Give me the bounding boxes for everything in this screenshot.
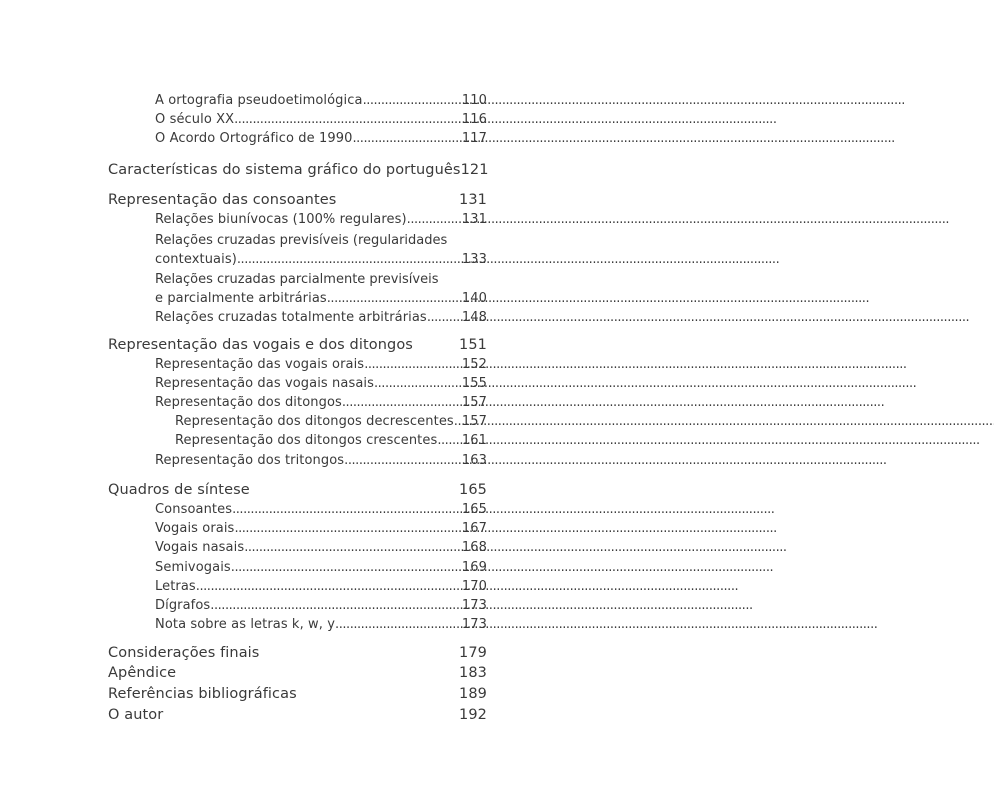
- toc-entry[interactable]: [155, 560, 487, 575]
- toc-entry-page: 152: [461, 357, 487, 372]
- toc-entry-label: Representação dos tritongos: [155, 453, 345, 468]
- toc-entry-label: O Acordo Ortográfico de 1990: [155, 131, 353, 146]
- toc-entry-page: 167: [461, 521, 487, 536]
- toc-entry[interactable]: [155, 112, 487, 127]
- toc-chapter[interactable]: [108, 645, 487, 661]
- toc-entry[interactable]: [155, 212, 487, 227]
- leader-dots: [344, 453, 462, 468]
- toc-entry-label: Representação dos ditongos crescentes: [175, 433, 438, 448]
- toc-entry-page: 157: [461, 414, 487, 429]
- toc-entry-label: A ortografia pseudoetimológica: [155, 93, 363, 108]
- leader-dots: [232, 502, 462, 517]
- toc-entry-page: 155: [461, 376, 487, 391]
- toc-chapter-label: Considerações finais: [108, 645, 260, 661]
- leader-dots: [335, 617, 462, 632]
- toc-entry-page: 116: [461, 112, 487, 127]
- toc-entry-label: Consoantes: [155, 502, 233, 517]
- toc-entry-label: Letras: [155, 579, 196, 594]
- toc-entry-label: O século XX: [155, 112, 235, 127]
- toc-entry[interactable]: [155, 598, 487, 613]
- toc-entry-label: Dígrafos: [155, 598, 211, 613]
- toc-chapter-label: Referências bibliográficas: [108, 686, 297, 702]
- toc-chapter-label: Apêndice: [108, 665, 177, 681]
- toc-entry[interactable]: [155, 376, 487, 391]
- toc-chapter[interactable]: [108, 482, 487, 498]
- leader-dots: [196, 579, 462, 594]
- leader-dots: [244, 540, 462, 555]
- toc-entry[interactable]: [155, 617, 487, 632]
- toc-chapter[interactable]: [108, 686, 487, 702]
- toc-entry-page: 169: [461, 560, 487, 575]
- toc-chapter[interactable]: [108, 337, 487, 353]
- toc-entry-label-line1: Relações cruzadas previsíveis (regularidades: [155, 233, 448, 248]
- leader-dots: [210, 598, 462, 613]
- toc-entry[interactable]: [155, 310, 487, 325]
- toc-entry-page: 168: [461, 540, 487, 555]
- toc-entry-label: Representação dos ditongos: [155, 395, 342, 410]
- toc-entry[interactable]: [155, 93, 487, 108]
- toc-chapter-label: O autor: [108, 707, 164, 723]
- toc-entry-page: 131: [461, 212, 487, 227]
- leader-dots: [454, 414, 462, 429]
- leader-dots: [374, 376, 462, 391]
- toc-entry-label: Relações biunívocas (100% regulares): [155, 212, 407, 227]
- toc-chapter-label: Representação das vogais e dos ditongos: [108, 337, 413, 353]
- toc-entry-label: Vogais orais: [155, 521, 235, 536]
- toc-entry[interactable]: [155, 357, 487, 372]
- toc-entry-page: 157: [461, 395, 487, 410]
- toc-entry-label: Vogais nasais: [155, 540, 245, 555]
- leader-dots: [437, 433, 462, 448]
- leader-dots: [364, 357, 462, 372]
- leader-dots: [407, 212, 462, 227]
- toc-entry[interactable]: [155, 540, 487, 555]
- toc-entry-label: Relações cruzadas totalmente arbitrárias: [155, 310, 427, 325]
- toc-entry-page: 173: [461, 598, 487, 613]
- toc-entry-page: 161: [461, 433, 487, 448]
- toc-chapter-label: Quadros de síntese: [108, 482, 250, 498]
- toc-chapter-page: 179: [459, 645, 487, 661]
- toc-entry[interactable]: [155, 579, 487, 594]
- toc-entry-page: 117: [461, 131, 487, 146]
- toc-entry[interactable]: [155, 131, 487, 146]
- toc-entry[interactable]: [155, 252, 487, 267]
- leader-dots: [237, 252, 462, 267]
- toc-chapter-page: 165: [459, 482, 487, 498]
- leader-dots: [234, 521, 461, 536]
- leader-dots: [231, 560, 462, 575]
- toc-entry[interactable]: [155, 291, 487, 306]
- toc-entry-label: Representação das vogais orais: [155, 357, 365, 372]
- toc-entry-label: Nota sobre as letras k, w, y: [155, 617, 336, 632]
- toc-entry-page: 170: [461, 579, 487, 594]
- toc-entry[interactable]: [155, 395, 487, 410]
- toc-chapter-page: 183: [459, 665, 487, 681]
- toc-chapter-label: Representação das consoantes: [108, 192, 337, 208]
- toc-chapter[interactable]: [108, 665, 487, 681]
- toc-entry-page: 110: [461, 93, 487, 108]
- toc-entry-page: 140: [461, 291, 487, 306]
- toc-chapter-page: 189: [459, 686, 487, 702]
- toc-entry[interactable]: [155, 453, 487, 468]
- leader-dots: [427, 310, 462, 325]
- toc-chapter[interactable]: [108, 707, 487, 723]
- toc-entry-label: Semivogais: [155, 560, 231, 575]
- toc-chapter[interactable]: [108, 192, 487, 208]
- toc-entry-page: 133: [461, 252, 487, 267]
- toc-entry-page: 165: [461, 502, 487, 517]
- toc-chapter-label: Características do sistema gráfico do português: [108, 162, 461, 178]
- toc-chapter-page: 192: [459, 707, 487, 723]
- leader-dots: [234, 112, 462, 127]
- toc-chapter-page: 151: [459, 337, 487, 353]
- leader-dots: [363, 93, 462, 108]
- leader-dots: [352, 131, 461, 146]
- toc-entry-label: Representação das vogais nasais: [155, 376, 374, 391]
- toc-entry-label-line1: Relações cruzadas parcialmente previsíveis: [155, 272, 439, 287]
- toc-chapter[interactable]: [108, 162, 487, 178]
- toc-entry-label: Representação dos ditongos decrescentes: [175, 414, 454, 429]
- leader-dots: [342, 395, 462, 410]
- toc-entry-page: 173: [461, 617, 487, 632]
- toc-entry[interactable]: [175, 414, 487, 429]
- toc-entry-page: 148: [461, 310, 487, 325]
- leader-dots: [327, 291, 462, 306]
- toc-entry[interactable]: [175, 433, 487, 448]
- toc-entry[interactable]: [155, 521, 487, 536]
- toc-entry-label: e parcialmente arbitrárias: [155, 291, 327, 306]
- toc-entry-page: 163: [461, 453, 487, 468]
- toc-entry-label: contextuais): [155, 252, 237, 267]
- toc-chapter-page: 121: [460, 162, 489, 178]
- toc-chapter-page: 131: [459, 192, 487, 208]
- toc-entry[interactable]: [155, 502, 487, 517]
